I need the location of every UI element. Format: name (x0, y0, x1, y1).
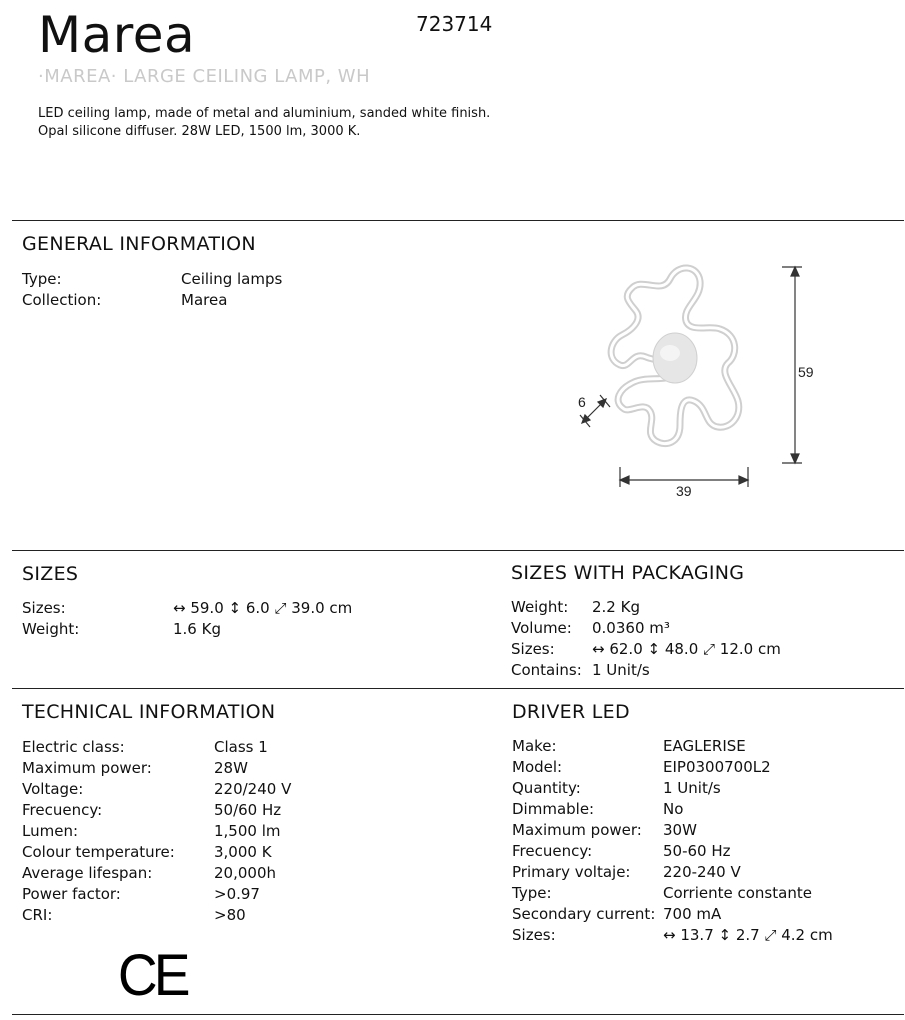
info-label: Sizes: (22, 599, 66, 617)
info-row (22, 821, 291, 842)
info-value: 1 Unit/s (592, 661, 650, 679)
info-label: Lumen: (22, 822, 79, 840)
info-row (511, 639, 781, 660)
info-row (22, 598, 352, 619)
info-label: Frecuency: (22, 801, 103, 819)
info-row (512, 904, 833, 925)
general-heading: GENERAL INFORMATION (22, 233, 256, 255)
info-row (512, 925, 833, 946)
product-dimension-drawing (570, 255, 830, 505)
height-dimension-label: 59 (798, 364, 814, 380)
product-description (38, 105, 558, 141)
info-row (22, 269, 282, 290)
info-row (512, 841, 833, 862)
info-label: Type: (512, 884, 552, 902)
info-label: Power factor: (22, 885, 121, 903)
info-label: Volume: (511, 619, 572, 637)
ce-mark-icon: CE (117, 943, 187, 1008)
packaging-list (511, 597, 781, 681)
info-value: EIP0300700L2 (663, 758, 771, 776)
info-label: Sizes: (511, 640, 555, 658)
info-label: Make: (512, 737, 557, 755)
info-value: ↔ 62.0 ↕ 48.0 ⤢ 12.0 cm (592, 640, 781, 658)
info-value: 1.6 Kg (173, 620, 221, 638)
info-label: Quantity: (512, 779, 581, 797)
info-row (512, 736, 833, 757)
info-row (22, 737, 291, 758)
info-value: 1,500 lm (214, 822, 281, 840)
info-value: 28W (214, 759, 248, 777)
info-value: EAGLERISE (663, 737, 746, 755)
sizes-heading: SIZES (22, 563, 79, 585)
info-row (22, 619, 352, 640)
info-value: 1 Unit/s (663, 779, 721, 797)
info-value: 2.2 Kg (592, 598, 640, 616)
section-divider (12, 1014, 904, 1015)
info-value: 0.0360 m³ (592, 619, 670, 637)
info-row (511, 618, 781, 639)
driver-heading: DRIVER LED (512, 701, 630, 723)
section-divider (12, 220, 904, 221)
info-value: >0.97 (214, 885, 260, 903)
info-row (22, 905, 291, 926)
info-value: Corriente constante (663, 884, 812, 902)
info-label: Weight: (511, 598, 569, 616)
sizes-list (22, 598, 352, 640)
technical-heading: TECHNICAL INFORMATION (22, 701, 276, 723)
product-subtitle: ·MAREA· LARGE CEILING LAMP, WH (38, 66, 371, 87)
info-value: 20,000h (214, 864, 276, 882)
info-row (22, 779, 291, 800)
info-value: 50-60 Hz (663, 842, 731, 860)
info-row (22, 884, 291, 905)
info-value: 220/240 V (214, 780, 292, 798)
info-row (22, 758, 291, 779)
info-value: Class 1 (214, 738, 268, 756)
info-label: Maximum power: (22, 759, 152, 777)
info-row (22, 290, 282, 311)
info-row (512, 862, 833, 883)
info-value: 700 mA (663, 905, 722, 923)
info-label: Model: (512, 758, 563, 776)
info-label: Dimmable: (512, 800, 595, 818)
info-value: 30W (663, 821, 697, 839)
info-value: No (663, 800, 684, 818)
info-row (512, 757, 833, 778)
info-label: CRI: (22, 906, 53, 924)
description-line: LED ceiling lamp, made of metal and aluminium, sanded white finish. (38, 106, 491, 121)
info-row (512, 799, 833, 820)
info-row (22, 842, 291, 863)
info-label: Frecuency: (512, 842, 593, 860)
info-row (512, 820, 833, 841)
info-label: Primary voltaje: (512, 863, 631, 881)
info-row (22, 863, 291, 884)
general-info-list (22, 269, 282, 311)
info-row (511, 597, 781, 618)
info-value: 50/60 Hz (214, 801, 282, 819)
description-line: Opal silicone diffuser. 28W LED, 1500 lm, 3000 K. (38, 124, 361, 139)
info-label: Weight: (22, 620, 80, 638)
info-value: >80 (214, 906, 246, 924)
info-label: Contains: (511, 661, 582, 679)
width-dimension-label: 39 (676, 483, 692, 499)
info-label: Collection: (22, 291, 102, 309)
info-value: 3,000 K (214, 843, 272, 861)
info-value: Ceiling lamps (181, 270, 283, 288)
depth-dimension-label: 6 (578, 394, 586, 410)
info-value: ↔ 59.0 ↕ 6.0 ⤢ 39.0 cm (173, 599, 353, 617)
info-label: Electric class: (22, 738, 125, 756)
info-label: Maximum power: (512, 821, 642, 839)
info-label: Type: (22, 270, 62, 288)
technical-list (22, 737, 291, 926)
product-title: Marea (38, 6, 196, 64)
driver-list (512, 736, 833, 946)
info-label: Voltage: (22, 780, 84, 798)
info-row (512, 883, 833, 904)
info-label: Colour temperature: (22, 843, 175, 861)
info-label: Secondary current: (512, 905, 656, 923)
info-value: 220-240 V (663, 863, 741, 881)
info-row (22, 800, 291, 821)
packaging-heading: SIZES WITH PACKAGING (511, 562, 745, 584)
section-divider (12, 688, 904, 689)
section-divider (12, 550, 904, 551)
info-label: Sizes: (512, 926, 556, 944)
info-row (511, 660, 781, 681)
info-row (512, 778, 833, 799)
info-value: ↔ 13.7 ↕ 2.7 ⤢ 4.2 cm (663, 926, 833, 944)
info-value: Marea (181, 291, 228, 309)
product-code: 723714 (416, 12, 493, 36)
info-label: Average lifespan: (22, 864, 153, 882)
